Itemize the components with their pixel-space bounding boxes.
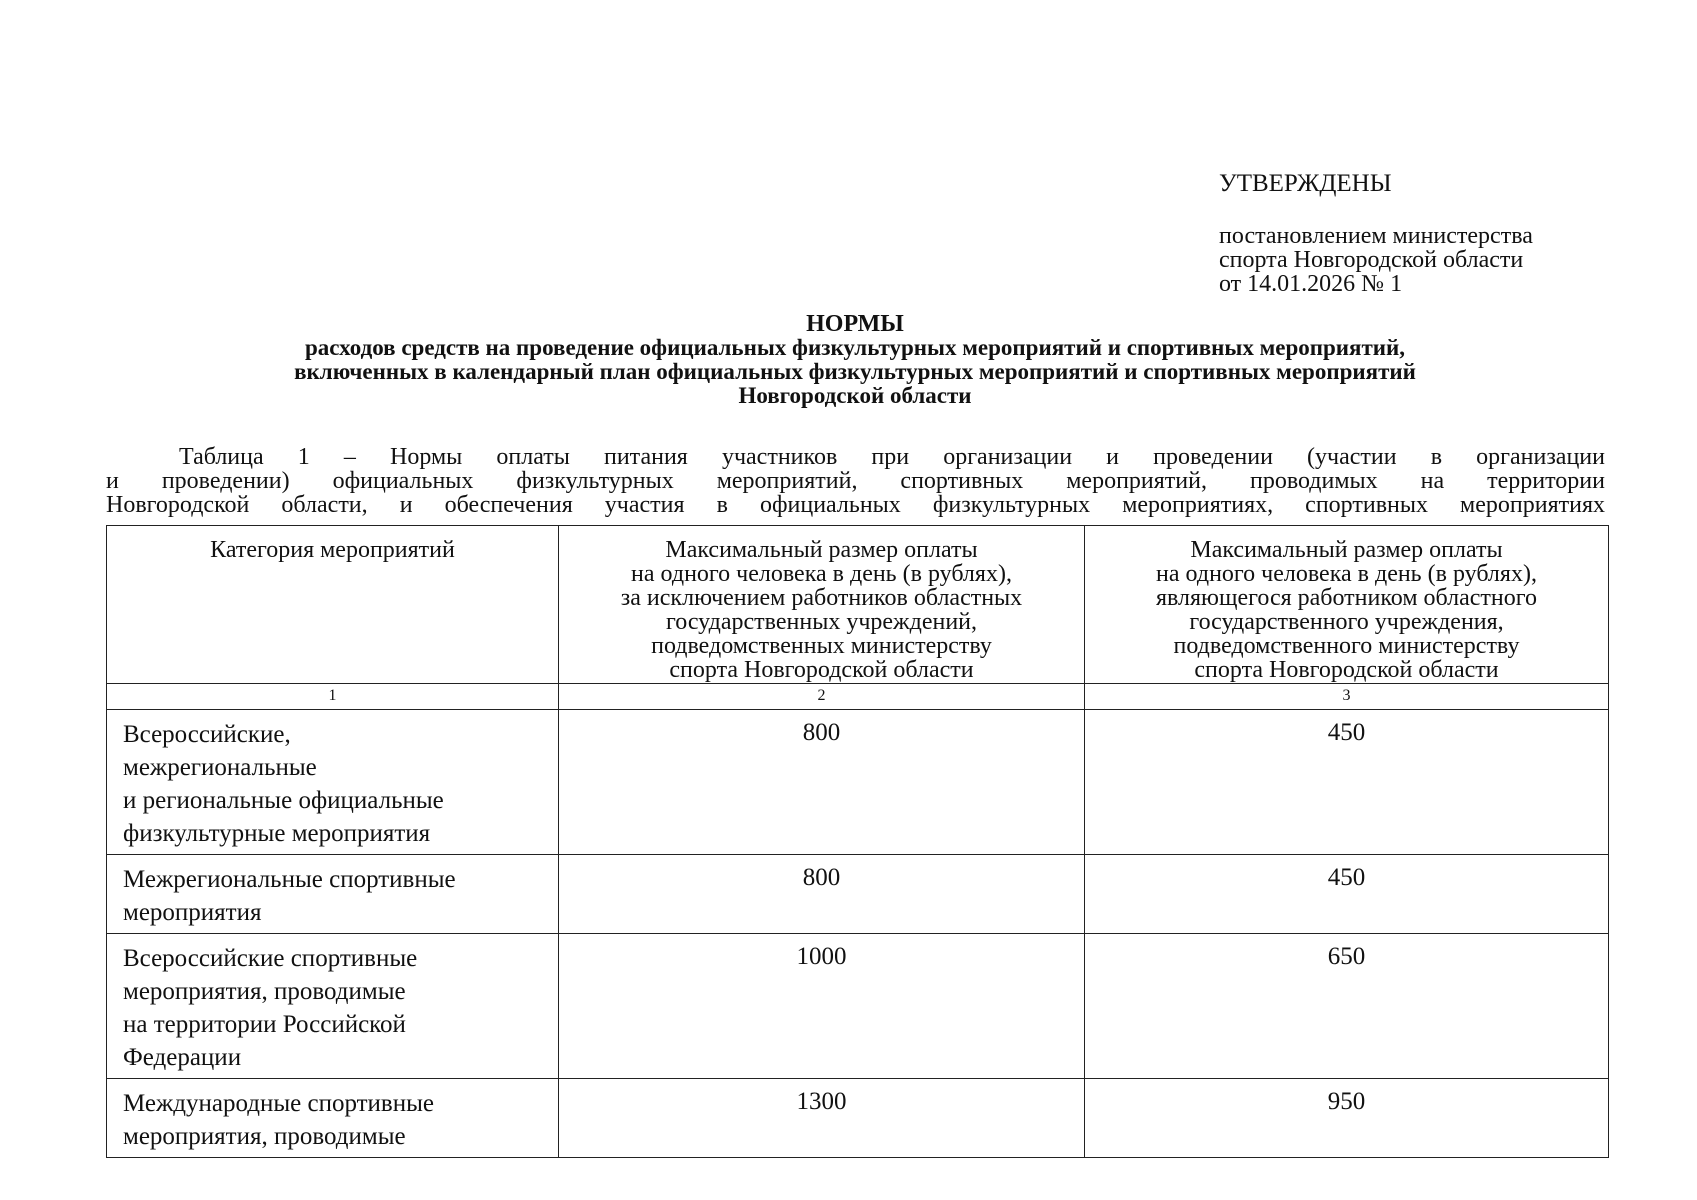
approval-line-3: от 14.01.2026 № 1 xyxy=(1219,271,1403,297)
approval-heading: УТВЕРЖДЕНЫ xyxy=(1219,170,1392,197)
header-general-rate: Максимальный размер оплаты на одного человека в день (в рублях), за исключением работников областных государственных учреждений, подведомственных министерству спорта Новгородской области xyxy=(559,526,1085,684)
employee-rate-cell: 650 xyxy=(1085,934,1609,1079)
approval-line-1: постановлением министерства xyxy=(1219,223,1533,249)
table-row xyxy=(107,1079,1609,1158)
approval-line-2: спорта Новгородской области xyxy=(1219,247,1524,273)
header-employee-rate: Максимальный размер оплаты на одного человека в день (в рублях), являющегося работником областного государственного учреждения, подведомственного министерству спорта Новгородской области xyxy=(1085,526,1609,684)
category-cell: Международные спортивные мероприятия, проводимые xyxy=(107,1079,559,1158)
general-rate-cell: 1300 xyxy=(559,1079,1085,1158)
table-caption xyxy=(106,445,1605,517)
caption-line-2: и проведении) официальных физкультурных мероприятий, спортивных мероприятий, проводимых на территории xyxy=(106,468,1605,494)
title-line-2: включенных в календарный план официальных физкультурных мероприятий и спортивных мероприятий xyxy=(294,359,1416,384)
title-line-3: Новгородской области xyxy=(738,383,972,408)
category-cell: Всероссийские, межрегиональные и региональные официальные физкультурные мероприятия xyxy=(107,710,559,855)
table-row xyxy=(107,855,1609,934)
title-main: НОРМЫ xyxy=(806,311,904,337)
document-title xyxy=(110,312,1600,408)
caption-line-1: Таблица 1 – Нормы оплаты питания участников при организации и проведении (участии в организации xyxy=(179,444,1605,470)
norms-table xyxy=(106,525,1609,1158)
category-cell: Всероссийские спортивные мероприятия, проводимые на территории Российской Федерации xyxy=(107,934,559,1079)
column-number: 1 xyxy=(107,684,559,710)
table-header-row xyxy=(107,526,1609,684)
column-number-row xyxy=(107,684,1609,710)
general-rate-cell: 1000 xyxy=(559,934,1085,1079)
caption-line-3: Новгородской области, и обеспечения участия в официальных физкультурных мероприятиях, спортивных мероприятиях xyxy=(106,492,1605,518)
general-rate-cell: 800 xyxy=(559,710,1085,855)
column-number: 3 xyxy=(1085,684,1609,710)
header-category: Категория мероприятий xyxy=(107,526,559,684)
column-number: 2 xyxy=(559,684,1085,710)
employee-rate-cell: 950 xyxy=(1085,1079,1609,1158)
table-row xyxy=(107,710,1609,855)
employee-rate-cell: 450 xyxy=(1085,710,1609,855)
employee-rate-cell: 450 xyxy=(1085,855,1609,934)
table-row xyxy=(107,934,1609,1079)
general-rate-cell: 800 xyxy=(559,855,1085,934)
title-line-1: расходов средств на проведение официальных физкультурных мероприятий и спортивных мероприятий, xyxy=(304,335,1406,360)
category-cell: Межрегиональные спортивные мероприятия xyxy=(107,855,559,934)
approval-block xyxy=(1219,172,1639,296)
